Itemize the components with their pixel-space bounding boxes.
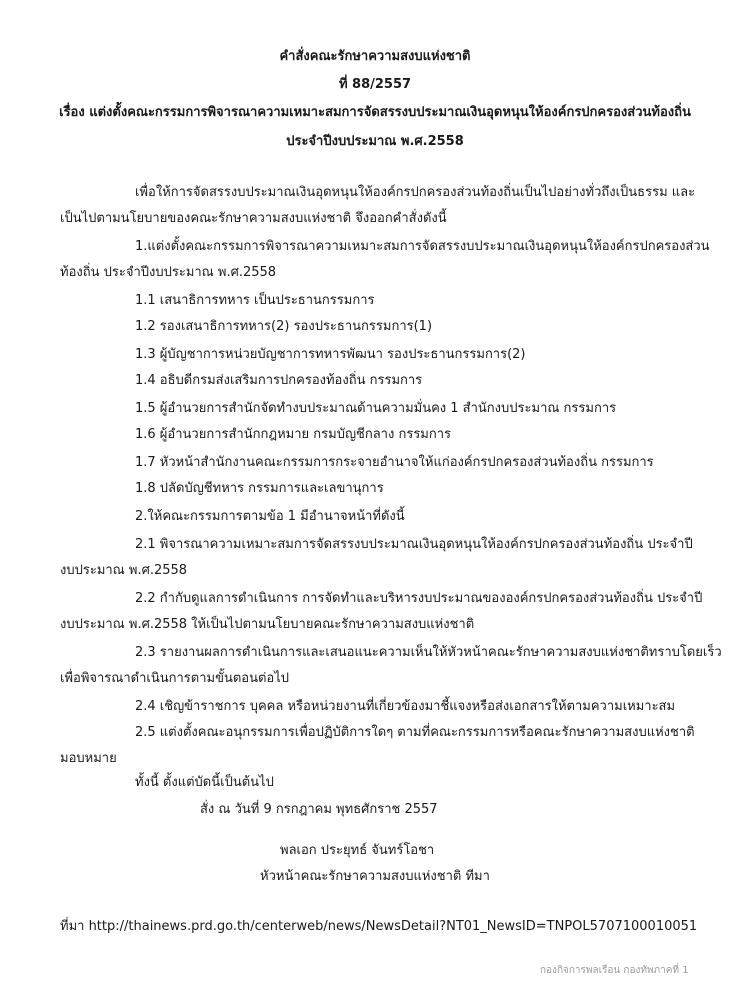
duty-item: มอบหมาย [60,751,117,766]
member-item: 1.5 ผู้อำนวยการสำนักจัดทำงบประมาณด้านความมั่นคง 1 สำนักงบประมาณ กรรมการ [135,401,617,416]
source-url: ที่มา http://thainews.prd.go.th/centerweb/news/NewsDetail?NT01_NewsID=TNPOL5707100010051 [60,919,698,934]
effective-clause: ทั้งนี้ ตั้งแต่บัดนี้เป็นต้นไป [135,775,274,790]
duty-item: 2.2 กำกับดูแลการดำเนินการ การจัดทำและบริหารงบประมาณขององค์กรปกครองส่วนท้องถิ่น ประจำปี [135,591,703,606]
order-heading: คำสั่งคณะรักษาความสงบแห่งชาติ [279,49,471,64]
clause-1-line: 1.แต่งตั้งคณะกรรมการพิจารณาความเหมาะสมการจัดสรรงบประมาณเงินอุดหนุนให้องค์กรปกครองส่วน [135,239,710,254]
order-date: สั่ง ณ วันที่ 9 กรกฎาคม พุทธศักราช 2557 [200,802,438,817]
preamble-line: เป็นไปตามนโยบายของคณะรักษาความสงบแห่งชาติ จึงออกคำสั่งดังนี้ [60,211,447,226]
duty-item: งบประมาณ พ.ศ.2558 [60,563,188,578]
order-subject: เรื่อง แต่งตั้งคณะกรรมการพิจารณาความเหมาะสมการจัดสรรงบประมาณเงินอุดหนุนให้องค์กรปกครองส่วนท้องถิ่น [59,105,691,120]
preamble-line: เพื่อให้การจัดสรรงบประมาณเงินอุดหนุนให้องค์กรปกครองส่วนท้องถิ่นเป็นไปอย่างทั่วถึงเป็นธรรม และ [135,185,696,200]
clause-2: 2.ให้คณะกรรมการตามข้อ 1 มีอำนาจหน้าที่ดังนี้ [135,509,405,524]
duty-item: 2.3 รายงานผลการดำเนินการและเสนอแนะความเห็นให้หัวหน้าคณะรักษาความสงบแห่งชาติทราบโดยเร็ว [135,645,722,660]
member-item: 1.2 รองเสนาธิการทหาร(2) รองประธานกรรมการ(1) [135,319,433,334]
order-fiscal-year: ประจำปีงบประมาณ พ.ศ.2558 [286,134,464,149]
member-item: 1.8 ปลัดบัญชีทหาร กรรมการและเลขานุการ [135,481,384,496]
order-number: ที่ 88/2557 [338,77,412,92]
member-item: 1.3 ผู้บัญชาการหน่วยบัญชาการทหารพัฒนา รองประธานกรรมการ(2) [135,347,526,362]
member-item: 1.6 ผู้อำนวยการสำนักกฎหมาย กรมบัญชีกลาง กรรมการ [135,427,452,442]
duty-item: 2.1 พิจารณาความเหมาะสมการจัดสรรงบประมาณเงินอุดหนุนให้องค์กรปกครองส่วนท้องถิ่น ประจำปี [135,537,693,552]
footer-credit: กองกิจการพลเรือน กองทัพภาคที่ 1 [540,965,689,976]
signatory-name: พลเอก ประยุทธ์ จันทร์โอชา [280,843,435,858]
duty-item: เพื่อพิจารณาดำเนินการตามขั้นตอนต่อไป [60,671,290,686]
clause-1-line: ท้องถิ่น ประจำปีงบประมาณ พ.ศ.2558 [60,265,277,280]
member-item: 1.7 หัวหน้าสำนักงานคณะกรรมการกระจายอำนาจให้แก่องค์กรปกครองส่วนท้องถิ่น กรรมการ [135,455,654,470]
member-item: 1.1 เสนาธิการทหาร เป็นประธานกรรมการ [135,293,375,308]
duty-item: 2.5 แต่งตั้งคณะอนุกรรมการเพื่อปฏิบัติการใดๆ ตามที่คณะกรรมการหรือคณะรักษาความสงบแห่งชาติ [135,725,695,740]
member-item: 1.4 อธิบดีกรมส่งเสริมการปกครองท้องถิ่น กรรมการ [135,373,423,388]
duty-item: 2.4 เชิญข้าราชการ บุคคล หรือหน่วยงานที่เกี่ยวข้องมาชี้แจงหรือส่งเอกสารให้ตามความเหมาะสม [135,699,676,714]
duty-item: งบประมาณ พ.ศ.2558 ให้เป็นไปตามนโยบายคณะรักษาความสงบแห่งชาติ [60,617,475,632]
signatory-title: หัวหน้าคณะรักษาความสงบแห่งชาติ ทีมา [260,869,490,884]
